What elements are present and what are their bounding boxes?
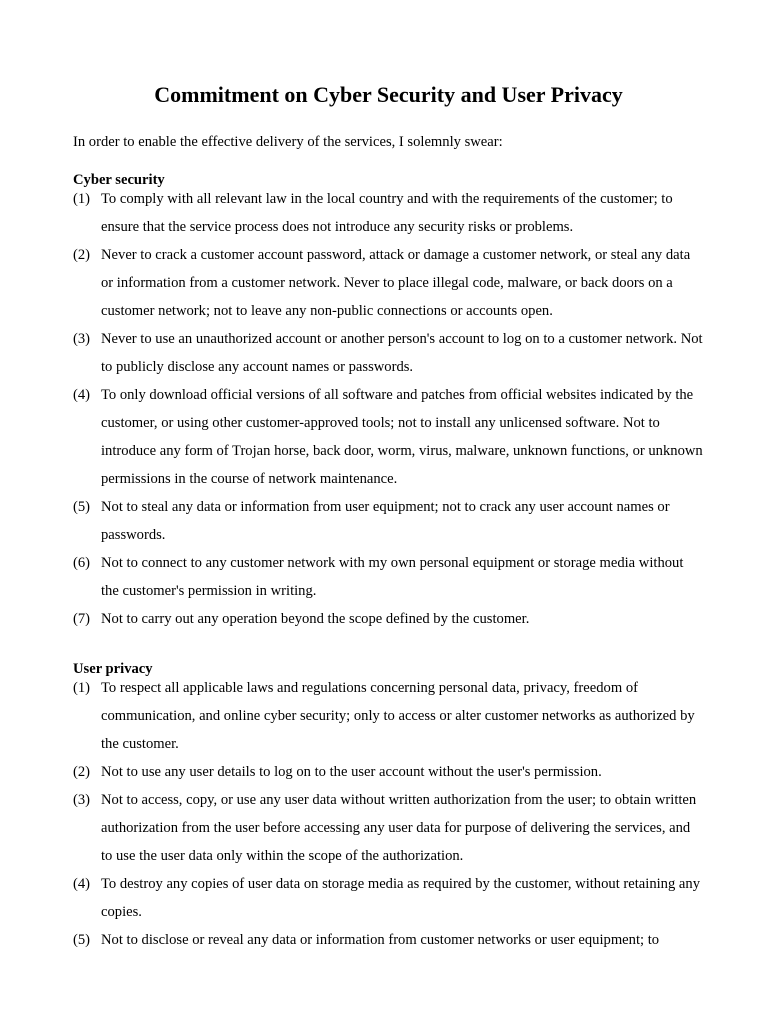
list-item-number: (6) [73,555,91,571]
list-item-text: Not to use any user details to log on to the user account without the user's permission. [101,764,602,780]
list-item [73,493,704,549]
document-title: Commitment on Cyber Security and User Privacy [154,82,623,107]
list-item [73,674,704,758]
cyber-security-list [73,185,704,633]
list-item-number: (1) [73,191,91,207]
list-item-number: (7) [73,611,91,627]
intro-paragraph: In order to enable the effective delivery of the services, I solemnly swear: [73,134,503,150]
list-item-text: Not to carry out any operation beyond the scope defined by the customer. [101,611,530,627]
list-item-text: Not to access, copy, or use any user data without written authorization from the user; to obtain written authorization from the user before accessing any user data for purpose of delivering the services, and to use the user data only within the scope of the authorization. [101,792,697,864]
list-item [73,185,704,241]
list-item-text: Never to crack a customer account password, attack or damage a customer network, or steal any data or information from a customer network. Never to place illegal code, malware, or back doors on a customer network; not to leave any non-public connections or accounts open. [101,247,691,319]
list-item-text: To comply with all relevant law in the local country and with the requirements of the customer; to ensure that the service process does not introduce any security risks or problems. [101,191,673,235]
list-item [73,786,704,870]
list-item-number: (5) [73,932,91,948]
list-item-number: (3) [73,792,91,808]
list-item-number: (2) [73,247,91,263]
list-item-number: (2) [73,764,91,780]
list-item [73,325,704,381]
list-item-number: (1) [73,680,91,696]
list-item [73,381,704,493]
list-item-text: Never to use an unauthorized account or another person's account to log on to a customer network. Not to publicly disclose any account names or passwords. [101,331,703,375]
list-item-text: Not to disclose or reveal any data or information from customer networks or user equipment; to [101,932,660,948]
list-item [73,926,704,954]
user-privacy-list [73,674,704,954]
list-item-text: Not to connect to any customer network with my own personal equipment or storage media without the customer's permission in writing. [101,555,684,599]
list-item-text: Not to steal any data or information from user equipment; not to crack any user account names or passwords. [101,499,670,543]
list-item [73,241,704,325]
section-heading-cyber-security: Cyber security [73,172,165,188]
list-item [73,549,704,605]
list-item-number: (4) [73,387,91,403]
list-item-text: To respect all applicable laws and regulations concerning personal data, privacy, freedom of communication, and online cyber security; only to access or alter customer networks as authorized by the customer. [101,680,695,752]
list-item [73,605,704,633]
list-item [73,870,704,926]
list-item [73,758,704,786]
list-item-text: To destroy any copies of user data on storage media as required by the customer, without retaining any copies. [101,876,700,920]
list-item-text: To only download official versions of all software and patches from official websites indicated by the customer, or using other customer-approved tools; not to install any unlicensed software. Not to introduce any form of Trojan horse, back door, worm, virus, malware, unknown functions, or unknown permissions in the course of network maintenance. [101,387,703,487]
section-heading-user-privacy: User privacy [73,661,153,677]
list-item-number: (3) [73,331,91,347]
list-item-number: (5) [73,499,91,515]
list-item-number: (4) [73,876,91,892]
